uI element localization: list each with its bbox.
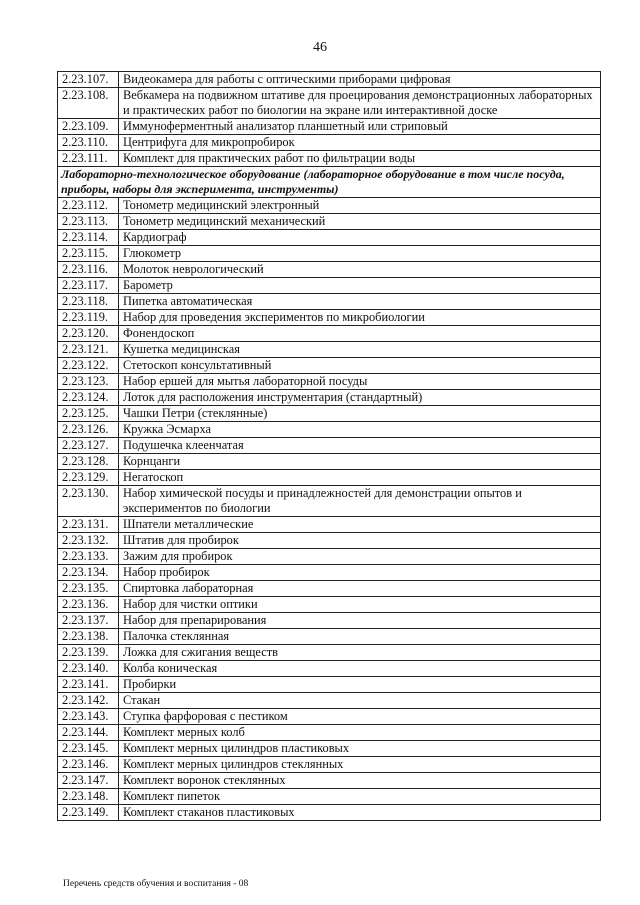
item-number: 2.23.126.: [58, 422, 119, 438]
table-row: [58, 613, 601, 629]
item-number: 2.23.119.: [58, 310, 119, 326]
table-row: [58, 741, 601, 757]
item-name: Кардиограф: [119, 230, 601, 246]
item-name: Штатив для пробирок: [119, 533, 601, 549]
page-number: 46: [313, 40, 327, 55]
item-number: 2.23.138.: [58, 629, 119, 645]
item-name: Тонометр медицинский механический: [119, 214, 601, 230]
item-name: Стакан: [119, 693, 601, 709]
item-name: Стетоскоп консультативный: [119, 358, 601, 374]
table-row: [58, 151, 601, 167]
item-name: Подушечка клеенчатая: [119, 438, 601, 454]
item-name: Набор для чистки оптики: [119, 597, 601, 613]
item-number: 2.23.115.: [58, 246, 119, 262]
item-number: 2.23.112.: [58, 198, 119, 214]
item-name: Видеокамера для работы с оптическими приборами цифровая: [119, 72, 601, 88]
item-number: 2.23.116.: [58, 262, 119, 278]
item-number: 2.23.148.: [58, 789, 119, 805]
table-row: [58, 645, 601, 661]
item-name: Комплект мерных цилиндров стеклянных: [119, 757, 601, 773]
item-number: 2.23.132.: [58, 533, 119, 549]
table-row: [58, 119, 601, 135]
item-number: 2.23.130.: [58, 486, 119, 517]
item-name: Глюкометр: [119, 246, 601, 262]
item-name: Кушетка медицинская: [119, 342, 601, 358]
section-title: Лабораторно-технологическое оборудование (лабораторное оборудование в том числе посуда, приборы, наборы для эксперимента, инструменты): [58, 167, 601, 198]
item-name: Комплект мерных цилиндров пластиковых: [119, 741, 601, 757]
item-name: Спиртовка лабораторная: [119, 581, 601, 597]
item-number: 2.23.120.: [58, 326, 119, 342]
item-name: Набор пробирок: [119, 565, 601, 581]
table-row: [58, 773, 601, 789]
item-number: 2.23.139.: [58, 645, 119, 661]
item-number: 2.23.137.: [58, 613, 119, 629]
item-number: 2.23.145.: [58, 741, 119, 757]
item-name: Ложка для сжигания веществ: [119, 645, 601, 661]
item-name: Набор для проведения экспериментов по микробиологии: [119, 310, 601, 326]
table-row: [58, 406, 601, 422]
item-name: Лоток для расположения инструментария (стандартный): [119, 390, 601, 406]
item-name: Иммуноферментный анализатор планшетный или стриповый: [119, 119, 601, 135]
table-row: [58, 88, 601, 119]
item-number: 2.23.125.: [58, 406, 119, 422]
item-name: Негатоскоп: [119, 470, 601, 486]
item-number: 2.23.143.: [58, 709, 119, 725]
item-number: 2.23.133.: [58, 549, 119, 565]
equipment-table: [57, 71, 601, 821]
table-row: [58, 135, 601, 151]
item-name: Вебкамера на подвижном штативе для проецирования демонстрационных лабораторных и практических работ по биологии на экране или интерактивной доске: [119, 88, 601, 119]
item-number: 2.23.117.: [58, 278, 119, 294]
table-row: [58, 725, 601, 741]
table-row: [58, 390, 601, 406]
table-row: [58, 294, 601, 310]
item-number: 2.23.110.: [58, 135, 119, 151]
table-row: [58, 581, 601, 597]
item-number: 2.23.128.: [58, 454, 119, 470]
item-number: 2.23.109.: [58, 119, 119, 135]
table-row: [58, 470, 601, 486]
table-row: [58, 629, 601, 645]
table-row: [58, 597, 601, 613]
item-number: 2.23.147.: [58, 773, 119, 789]
item-name: Комплект воронок стеклянных: [119, 773, 601, 789]
table-row: [58, 422, 601, 438]
item-number: 2.23.108.: [58, 88, 119, 119]
table-row: [58, 454, 601, 470]
item-number: 2.23.141.: [58, 677, 119, 693]
table-row: [58, 214, 601, 230]
item-name: Набор для препарирования: [119, 613, 601, 629]
table-row: [58, 230, 601, 246]
item-number: 2.23.131.: [58, 517, 119, 533]
item-number: 2.23.107.: [58, 72, 119, 88]
item-name: Центрифуга для микропробирок: [119, 135, 601, 151]
table-row: [58, 438, 601, 454]
table-row: [58, 789, 601, 805]
item-name: Фонендоскоп: [119, 326, 601, 342]
table-row: [58, 246, 601, 262]
table-row: [58, 262, 601, 278]
item-name: Молоток неврологический: [119, 262, 601, 278]
item-number: 2.23.127.: [58, 438, 119, 454]
item-name: Чашки Петри (стеклянные): [119, 406, 601, 422]
item-number: 2.23.140.: [58, 661, 119, 677]
item-name: Корнцанги: [119, 454, 601, 470]
table-row: [58, 805, 601, 821]
item-name: Барометр: [119, 278, 601, 294]
page-footer: Перечень средств обучения и воспитания - 08: [63, 879, 249, 889]
item-number: 2.23.149.: [58, 805, 119, 821]
table-row: [58, 677, 601, 693]
item-number: 2.23.124.: [58, 390, 119, 406]
item-number: 2.23.136.: [58, 597, 119, 613]
table-row: [58, 757, 601, 773]
table-row: [58, 549, 601, 565]
item-name: Пипетка автоматическая: [119, 294, 601, 310]
item-name: Комплект мерных колб: [119, 725, 601, 741]
item-number: 2.23.121.: [58, 342, 119, 358]
item-number: 2.23.114.: [58, 230, 119, 246]
item-name: Комплект для практических работ по фильтрации воды: [119, 151, 601, 167]
item-name: Набор ершей для мытья лабораторной посуды: [119, 374, 601, 390]
section-header-row: [58, 167, 601, 198]
item-number: 2.23.129.: [58, 470, 119, 486]
item-number: 2.23.134.: [58, 565, 119, 581]
table-row: [58, 72, 601, 88]
item-number: 2.23.123.: [58, 374, 119, 390]
table-row: [58, 533, 601, 549]
item-name: Тонометр медицинский электронный: [119, 198, 601, 214]
item-number: 2.23.111.: [58, 151, 119, 167]
table-row: [58, 342, 601, 358]
table-row: [58, 693, 601, 709]
table-row: [58, 278, 601, 294]
item-number: 2.23.135.: [58, 581, 119, 597]
item-number: 2.23.144.: [58, 725, 119, 741]
table-row: [58, 374, 601, 390]
table-row: [58, 198, 601, 214]
table-row: [58, 709, 601, 725]
table-row: [58, 358, 601, 374]
item-name: Шпатели металлические: [119, 517, 601, 533]
equipment-table-body: [58, 72, 601, 821]
item-name: Пробирки: [119, 677, 601, 693]
item-number: 2.23.122.: [58, 358, 119, 374]
item-name: Комплект пипеток: [119, 789, 601, 805]
table-row: [58, 310, 601, 326]
item-name: Комплект стаканов пластиковых: [119, 805, 601, 821]
item-number: 2.23.142.: [58, 693, 119, 709]
item-number: 2.23.118.: [58, 294, 119, 310]
item-name: Ступка фарфоровая с пестиком: [119, 709, 601, 725]
item-name: Кружка Эсмарха: [119, 422, 601, 438]
item-name: Набор химической посуды и принадлежностей для демонстрации опытов и экспериментов по биологии: [119, 486, 601, 517]
table-row: [58, 486, 601, 517]
table-row: [58, 661, 601, 677]
table-row: [58, 326, 601, 342]
item-name: Зажим для пробирок: [119, 549, 601, 565]
table-row: [58, 565, 601, 581]
table-row: [58, 517, 601, 533]
item-name: Колба коническая: [119, 661, 601, 677]
item-name: Палочка стеклянная: [119, 629, 601, 645]
item-number: 2.23.113.: [58, 214, 119, 230]
item-number: 2.23.146.: [58, 757, 119, 773]
